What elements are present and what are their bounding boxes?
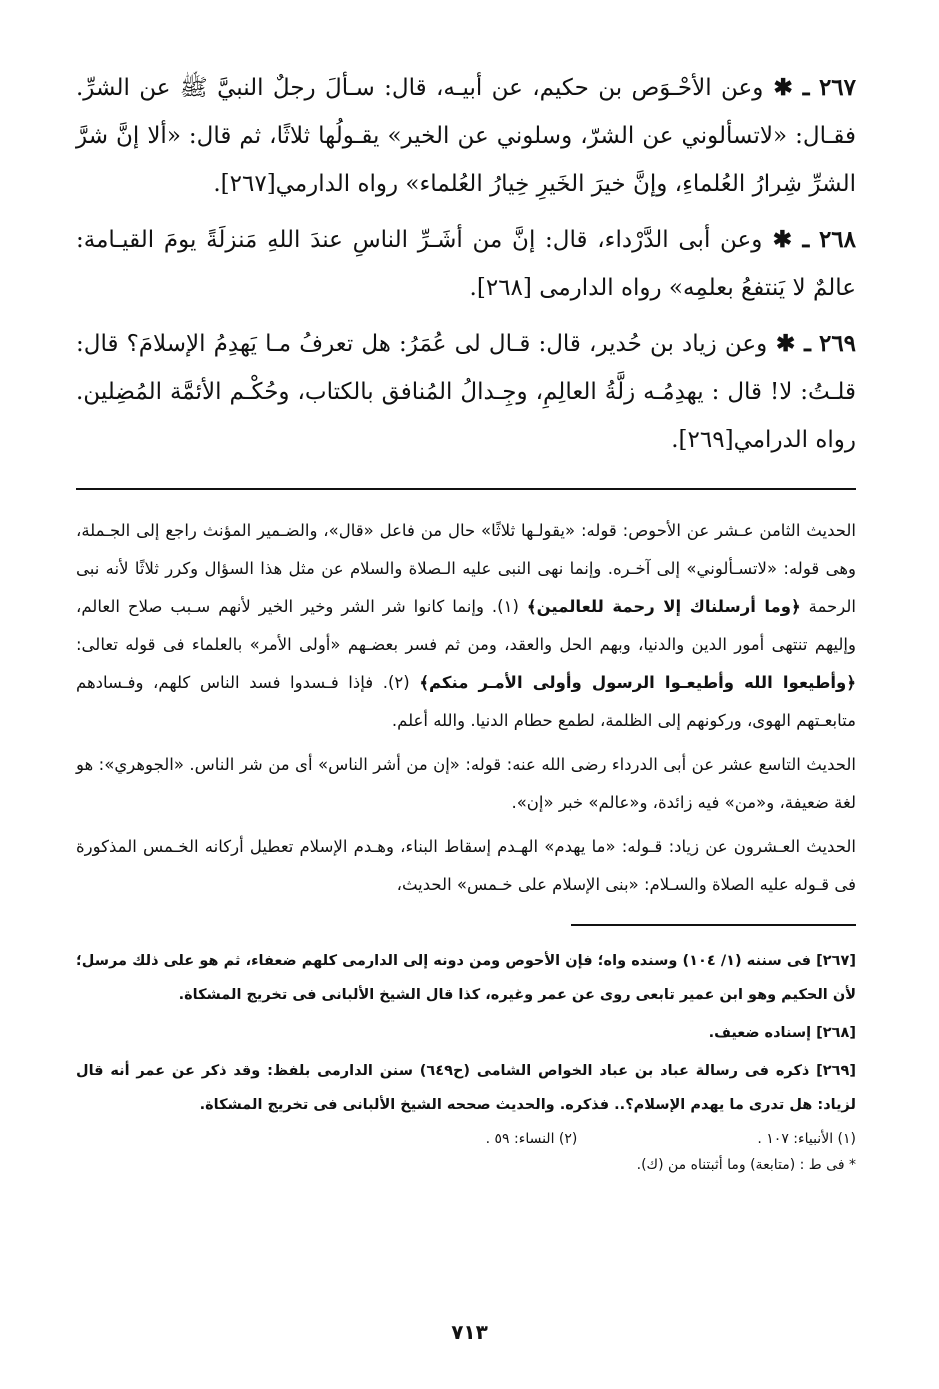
takhrij-269: [٢٦٩] ذكره فى رسالة عباد بن عباد الخواص الشامى (ح٦٤٩) سنن الدارمى بلفظ: وقد ذكر عن عمر أنه قال لزياد: هل تدرى ما يهدم الإسلام؟.. فذكره. والحديث صححه الشيخ الألبانى فى تخريج المشكاة. [76,1063,856,1113]
document-page [76,64,856,1178]
takhrij-268: [٢٦٨] إسناده ضعيف. [708,1025,856,1041]
hadith-number: ٢٦٩ [818,330,857,357]
page-number: ٧١٣ [451,1320,488,1344]
footnote-row [76,1126,856,1152]
hadith-269 [76,320,856,464]
star-icon: ـ ✱ [767,330,811,357]
commentary-paragraph-2: الحديث التاسع عشر عن أبى الدرداء رضى الله عنه: قوله: «إن من أشر الناس» أى من شر الناس. «الجوهري»: هو لغة ضعيفة، و«من» فيه زائدة، و«عالم» خبر «إن». [76,755,856,812]
commentary-paragraph-3: الحديث العـشرون عن زياد: قـوله: «ما يهدم» الهـدم إسقاط البناء، وهـدم الإسلام تعطيل أركانه الخـمس المذكورة فى قـوله عليه الصلاة والسـلام: «بنى الإسلام على خـمس» الحديث، [76,837,856,894]
commentary-paragraph-1 [76,512,856,740]
hadith-268 [76,216,856,312]
star-icon: ـ ✱ [763,74,810,101]
hadith-text: وعن الأحْـوَص بن حكيم، عن أبيـه، قال: سـألَ رجلٌ النبيَّ ﷺ عن الشرِّ. فقـال: «لاتسألوني عن الشرّ، وسلوني عن الخير» يقـولُها ثلاثًا، ثم قال: «ألا إنَّ شرَّ الشرِّ شِرارُ العُلماءِ، وإنَّ خيرَ الخَيرِ خِيارُ العُلماء» رواه الدارمي[٢٦٧]. [76,75,856,197]
commentary-text: (٢). فإذا فـسدوا فسد الناس كلهم، وفـسادهم متابعـتهم الهوى، وركونهم إلى الظلمة، لطمع حطام الدنيا. والله أعلم. [76,673,856,730]
star-icon: ـ ✱ [762,226,810,253]
quran-quote: ﴿وأطيعوا الله وأطيعـوا الرسول وأولى الأمـر منكم﴾ [419,673,856,692]
takhrij-267: [٢٦٧] فى سننه (١/ ١٠٤) وسنده واه؛ فإن الأحوص ومن دونه إلى الدارمى كلهم ضعفاء، ثم هو على ذلك مرسل؛ لأن الحكيم وهو ابن عمير تابعى روى عن عمر وغيره، كذا قال الشيخ الألبانى فى تخريج المشكاة. [76,953,856,1003]
footnotes [76,1126,856,1178]
hadith-section [76,64,856,464]
hadith-267 [76,64,856,208]
commentary-section [76,512,856,904]
hadith-text: وعن أبى الدَّرْداء، قال: إنَّ من أشَـرِّ الناسِ عندَ اللهِ مَنزلَةً يومَ القيـامة: عالمٌ لا يَنتفعُ بعلمِه» رواه الدارمى [٢٦٨]. [76,227,856,301]
hadith-number: ٢٦٨ [818,226,856,253]
footnote-2: (٢) النساء: ٥٩ . [485,1131,578,1147]
hadith-number: ٢٦٧ [818,74,856,101]
footnote-divider [571,924,856,926]
footnote-1: (١) الأنبياء: ١٠٧ . [757,1131,856,1147]
footnote-note: * فى ط : (متابعة) وما أثبتناه من (ك). [636,1157,856,1173]
commentary-text: (١). وإنما كانوا شر الشر وخير الخير لأنهم سـبب صلاح العالم، وإليهم تنتهى أمور الدين والدنيا، وبهم الحل والعقد، ومن ثم فسر بعضـهم «أولى الأمر» بالعلماء فى قوله تعالى: [76,597,856,654]
section-divider [76,488,856,490]
hadith-text: وعن زياد بن حُدير، قال: قـال لى عُمَرُ: هل تعرفُ مـا يَهدِمُ الإسلامَ؟ قال: قلـتُ: لا! قال : يهدِمُـه زلَّةُ العالِمِ، وجِـدالُ المُنافق بالكتاب، وحُكْـم الأئمَّة المُضِلين. رواه الدرامي[٢٦٩]. [76,331,856,453]
quran-quote: ﴿وما أرسلناك إلا رحمة للعالمين﴾ [526,597,801,616]
takhrij-section [76,944,856,1122]
commentary-text: الحديث الثامن عـشر عن الأحوص: قوله: «يقولـها ثلاثًا» حال من فاعل «قال»، والضـمير المؤنث راجع إلى الجـملة، وهى قوله: «لاتسـألوني» إلى آخـره. وإنما نهى النبى عليه الـصلاة والسلام عن مثل هذا السؤال وكرر ثلاثًا لأنه نبى الرحمة [76,521,856,616]
